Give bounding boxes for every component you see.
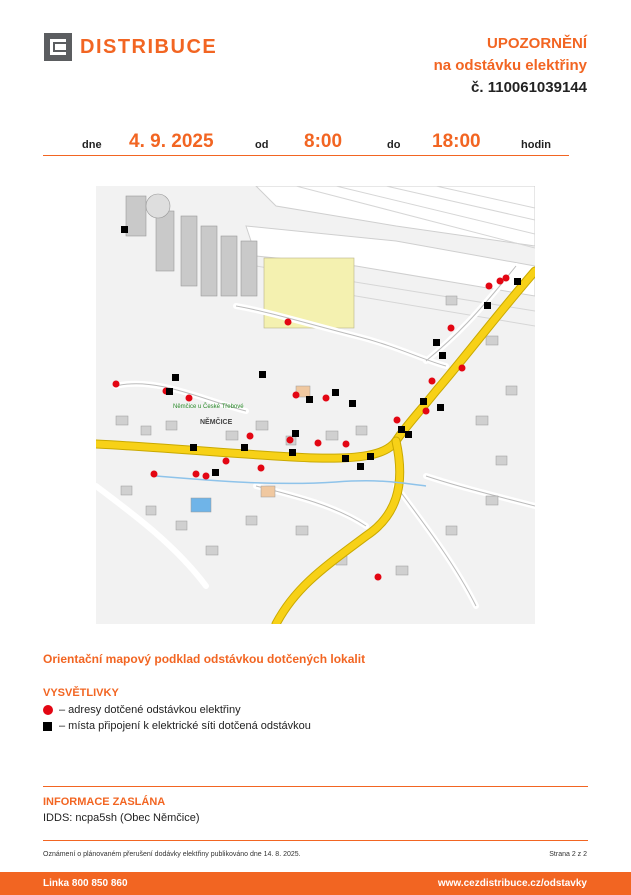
info-recipient: IDDS: ncpa5sh (Obec Němčice) bbox=[43, 812, 200, 824]
hotline: Linka 800 850 860 bbox=[43, 878, 128, 889]
day-label: dne bbox=[82, 139, 102, 151]
divider bbox=[43, 786, 588, 787]
start-time: 8:00 bbox=[304, 131, 343, 152]
publication-note: Oznámení o plánovaném přerušení dodávky elektřiny publikováno dne 14. 8. 2025. bbox=[43, 851, 301, 858]
end-time: 18:00 bbox=[432, 131, 481, 152]
legend-item-connections bbox=[43, 720, 311, 732]
notice-subtitle: na odstávku elektřiny bbox=[433, 57, 587, 74]
website-link[interactable]: www.cezdistribuce.cz/odstavky bbox=[437, 878, 587, 889]
info-title: INFORMACE ZASLÁNA bbox=[43, 796, 166, 808]
map-place-label: Němčice u České Třebové bbox=[173, 404, 244, 410]
legend-connections-text: – místa připojení k elektrické síti dotčená odstávkou bbox=[59, 720, 311, 732]
from-label: od bbox=[255, 139, 269, 151]
legend-title: VYSVĚTLIVKY bbox=[43, 687, 119, 699]
company-logo bbox=[44, 33, 217, 61]
divider bbox=[43, 840, 588, 841]
hours-label: hodin bbox=[521, 139, 551, 151]
black-square-icon bbox=[43, 722, 52, 731]
notice-title: UPOZORNĚNÍ bbox=[486, 35, 587, 52]
legend-item-addresses bbox=[43, 704, 241, 716]
page-number: Strana 2 z 2 bbox=[549, 851, 587, 858]
map-canvas bbox=[96, 186, 535, 624]
brand-name: DISTRIBUCE bbox=[80, 35, 218, 58]
outage-date: 4. 9. 2025 bbox=[129, 131, 214, 152]
outage-map bbox=[96, 186, 535, 624]
to-label: do bbox=[387, 139, 401, 151]
notice-number: č. 110061039144 bbox=[471, 79, 587, 96]
notice-heading bbox=[434, 33, 587, 99]
cez-logo-icon bbox=[44, 33, 72, 61]
outage-schedule bbox=[43, 126, 569, 156]
map-caption: Orientační mapový podklad odstávkou dotčených lokalit bbox=[43, 652, 366, 666]
map-village-label: NĚMČICE bbox=[200, 419, 233, 426]
red-dot-icon bbox=[43, 705, 53, 715]
footer-bar bbox=[0, 872, 631, 895]
legend-addresses-text: – adresy dotčené odstávkou elektřiny bbox=[59, 704, 241, 716]
